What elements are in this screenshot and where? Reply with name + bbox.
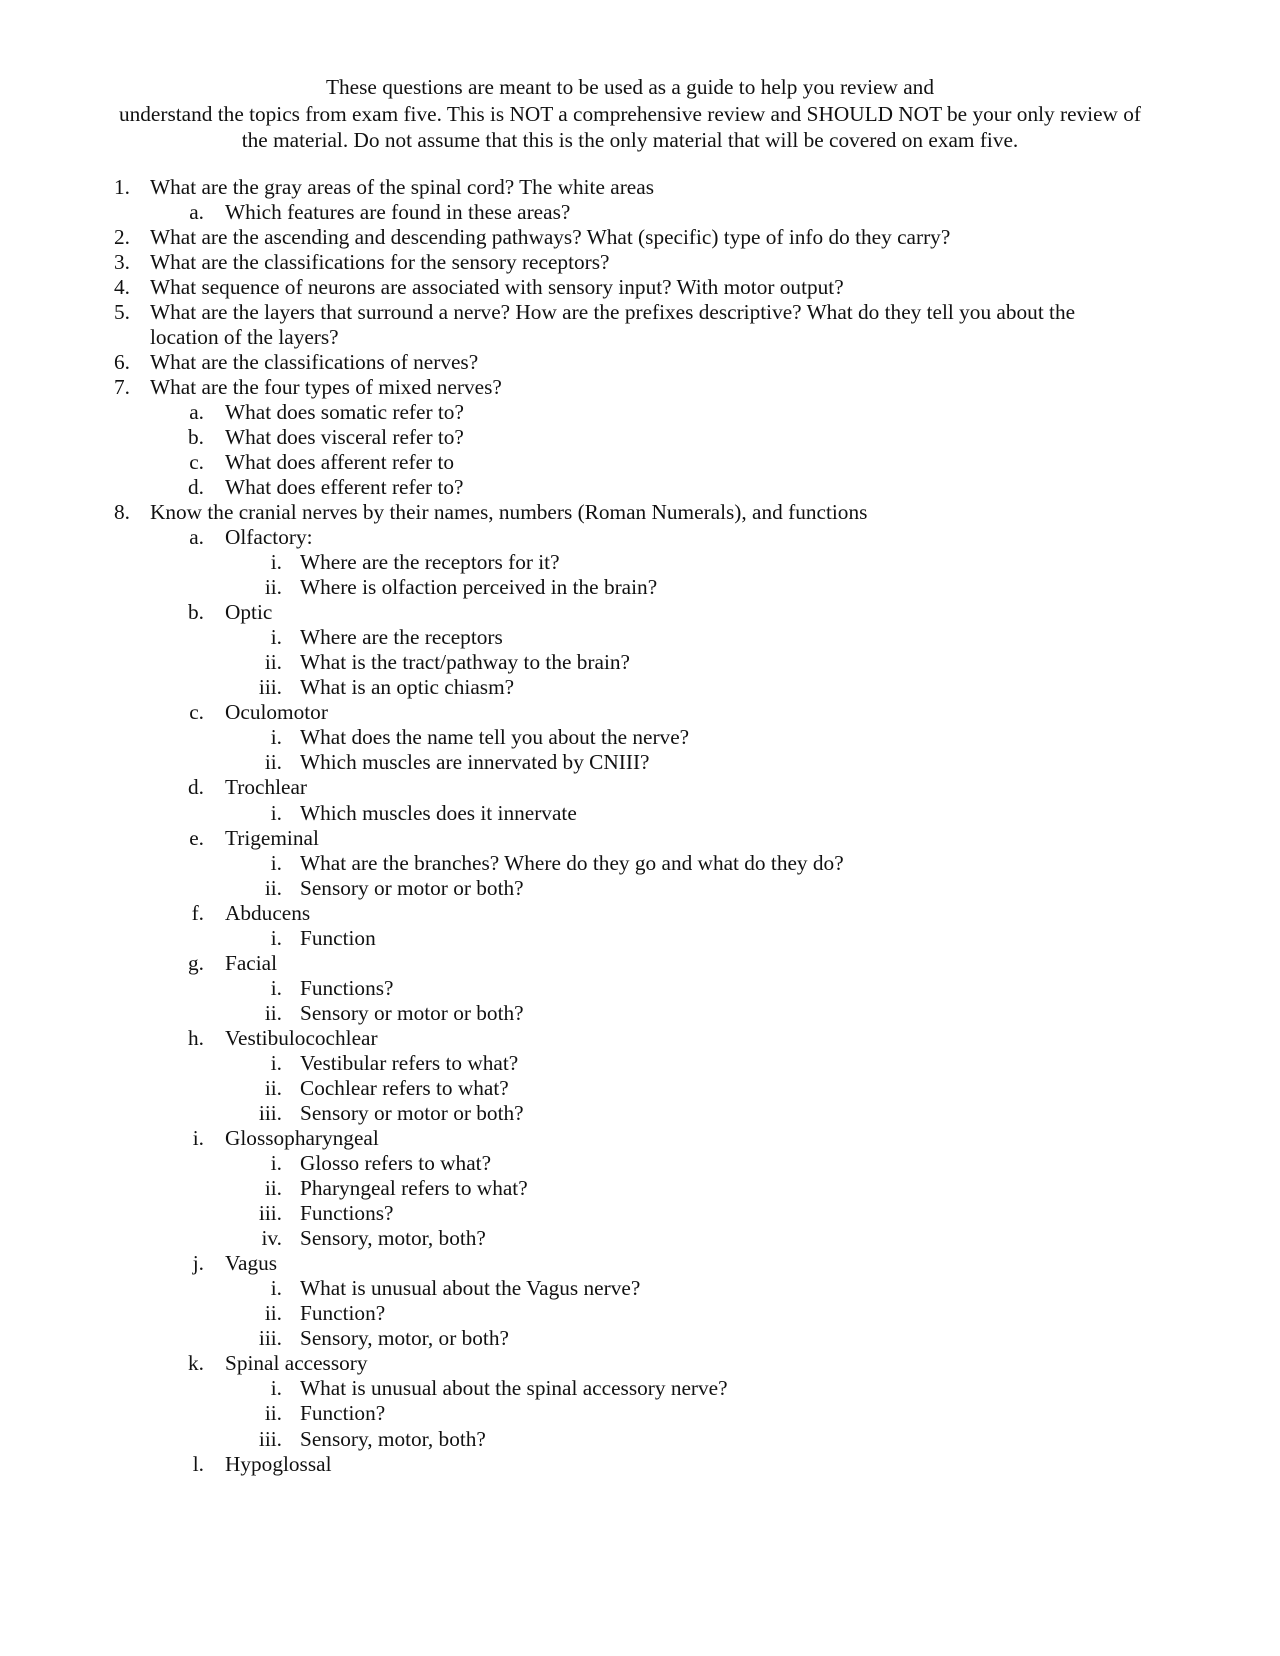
item-text: What are the classifications of nerves? [150,349,479,374]
item-text: Function? [300,1301,386,1326]
item-text: Where are the receptors [300,625,503,650]
outline-item-level-3 [0,1400,1280,1427]
item-text: Function? [300,1401,386,1426]
item-marker: 3. [114,249,130,274]
item-marker: l. [192,1451,204,1476]
item-text: Sensory or motor or both? [300,875,524,900]
item-marker: iii. [258,1100,282,1125]
item-text: Vestibular refers to what? [300,1050,519,1075]
item-text: Glosso refers to what? [300,1151,492,1176]
item-marker: h. [188,1025,204,1050]
item-marker: a. [189,399,204,424]
item-marker: ii. [264,750,282,775]
item-marker: ii. [264,1075,282,1100]
item-marker: iii. [258,1201,282,1226]
item-text: What are the four types of mixed nerves? [150,374,502,399]
item-text: What is unusual about the spinal accessory nerve? [300,1376,728,1401]
item-text: location of the layers? [150,324,339,349]
outline-item-level-1 [0,224,1280,251]
outline-item-level-1 [0,374,1280,401]
outline-item-level-3 [0,624,1280,651]
item-marker: 1. [114,174,130,199]
outline-item-level-3 [0,749,1280,776]
item-text: What are the ascending and descending pathways? What (specific) type of info do they carry? [150,224,951,249]
item-text: Olfactory: [225,525,313,550]
item-marker: i. [192,1126,204,1151]
item-marker: 6. [114,349,130,374]
item-marker: i. [270,1151,282,1176]
item-text: What does somatic refer to? [225,399,464,424]
item-marker: ii. [264,1176,282,1201]
item-marker: 7. [114,374,130,399]
item-marker: i. [270,975,282,1000]
outline-item-level-1 [0,174,1280,201]
item-text: Functions? [300,975,394,1000]
outline-item-level-2 [0,1125,1280,1152]
item-marker: f. [191,900,204,925]
item-text: Sensory or motor or both? [300,1100,524,1125]
outline-item-level-3 [0,1100,1280,1127]
item-marker: i. [270,800,282,825]
item-marker: ii. [264,650,282,675]
item-text: Where are the receptors for it? [300,550,560,575]
item-text: Optic [225,600,273,625]
item-marker: i. [270,1050,282,1075]
outline-item-level-1 [0,249,1280,276]
item-text: What are the layers that surround a nerve? How are the prefixes descriptive? What do they tell you about the [150,299,1076,324]
item-marker: i. [270,550,282,575]
outline-item-level-3 [0,724,1280,751]
item-text: What sequence of neurons are associated with sensory input? With motor output? [150,274,844,299]
item-text: What are the gray areas of the spinal cord? The white areas [150,174,654,199]
item-marker: i. [270,625,282,650]
outline-item-level-3 [0,1050,1280,1077]
item-marker: c. [189,449,204,474]
item-marker: 5. [114,299,130,324]
outline-item-level-1 [0,299,1280,326]
item-text: Sensory, motor, both? [300,1226,486,1251]
item-text: Glossopharyngeal [225,1126,379,1151]
outline-item-level-3 [0,1175,1280,1202]
outline-item-level-3 [0,1150,1280,1177]
item-marker: 8. [114,500,130,525]
item-text: Abducens [225,900,311,925]
item-text: Cochlear refers to what? [300,1075,509,1100]
item-marker: i. [270,925,282,950]
item-marker: iii. [258,1426,282,1451]
item-marker: ii. [264,575,282,600]
item-text: What does efferent refer to? [225,474,464,499]
item-text: Where is olfaction perceived in the brain? [300,575,658,600]
item-marker: iii. [258,1326,282,1351]
item-marker: k. [188,1351,204,1376]
item-text: What is unusual about the Vagus nerve? [300,1276,641,1301]
item-text: Facial [225,950,278,975]
item-text: Sensory, motor, or both? [300,1326,509,1351]
item-text: Functions? [300,1201,394,1226]
outline-item-level-2 [0,1451,1280,1478]
item-text: Trigeminal [225,825,319,850]
outline-item-level-2 [0,825,1280,852]
item-marker: iv. [261,1226,282,1251]
outline-item-level-1 [0,499,1280,526]
item-marker: ii. [264,1301,282,1326]
item-text: Function [300,925,376,950]
item-text: Pharyngeal refers to what? [300,1176,528,1201]
item-marker: ii. [264,1000,282,1025]
outline-item-level-3 [0,1275,1280,1302]
intro-line: These questions are meant to be used as a guide to help you review and [326,75,934,99]
item-marker: a. [189,199,204,224]
item-text: Sensory or motor or both? [300,1000,524,1025]
item-marker: ii. [264,1401,282,1426]
item-text: What does visceral refer to? [225,424,464,449]
item-marker: iii. [258,675,282,700]
outline-item-level-1 [0,349,1280,376]
item-marker: j. [192,1251,204,1276]
item-marker: b. [188,424,204,449]
item-marker: ii. [264,875,282,900]
item-text: Which muscles are innervated by CNIII? [300,750,650,775]
item-text: Sensory, motor, both? [300,1426,486,1451]
item-marker: d. [188,775,204,800]
outline-item-level-2 [0,424,1280,451]
outline-item-level-3 [0,574,1280,601]
item-marker: g. [188,950,204,975]
item-text: Which features are found in these areas? [225,199,571,224]
intro-paragraph [60,74,1200,154]
item-text: What does afferent refer to [225,449,455,474]
outline-item-level-3 [0,649,1280,676]
item-text: What are the branches? Where do they go and what do they do? [300,850,844,875]
outline-item-level-2 [0,599,1280,626]
outline-item-level-2 [0,774,1280,801]
item-text: Spinal accessory [225,1351,368,1376]
item-marker: i. [270,850,282,875]
outline-item-level-2 [0,1250,1280,1277]
intro-line: understand the topics from exam five. This is NOT a comprehensive review and SHOULD NOT be your only review of [118,101,1141,126]
item-marker: 4. [114,274,130,299]
outline-item-level-2 [0,399,1280,426]
item-marker: b. [188,600,204,625]
outline-item-level-2 [0,1025,1280,1052]
outline-item-level-2 [0,524,1280,551]
item-text: What is the tract/pathway to the brain? [300,650,630,675]
outline-item-level-3 [0,1200,1280,1227]
outline-item-level-3 [0,875,1280,902]
outline-item-level-3 [0,1325,1280,1352]
outline-item-level-3 [0,1426,1280,1453]
item-marker: e. [189,825,204,850]
item-text: What is an optic chiasm? [300,675,515,700]
item-text: What are the classifications for the sensory receptors? [150,249,610,274]
outline-item-level-3 [0,850,1280,877]
item-text: Hypoglossal [225,1451,332,1476]
outline-item-level-2 [0,900,1280,927]
outline-item-level-2 [0,474,1280,501]
item-marker: d. [188,474,204,499]
item-marker: a. [189,525,204,550]
item-text: What does the name tell you about the nerve? [300,725,690,750]
outline-item-level-3 [0,800,1280,827]
outline-item-level-2 [0,1350,1280,1377]
outline-item-level-1 [0,324,1280,351]
item-marker: c. [189,700,204,725]
item-text: Know the cranial nerves by their names, numbers (Roman Numerals), and functions [150,500,868,525]
item-marker: i. [270,725,282,750]
outline-item-level-1 [0,274,1280,301]
outline-item-level-2 [0,950,1280,977]
outline-item-level-3 [0,1375,1280,1402]
outline-item-level-3 [0,925,1280,952]
item-text: Vestibulocochlear [225,1025,378,1050]
outline-item-level-3 [0,549,1280,576]
item-text: Which muscles does it innervate [300,800,577,825]
intro-line: the material. Do not assume that this is the only material that will be covered on exam five. [241,128,1019,152]
outline-item-level-3 [0,674,1280,701]
outline-item-level-3 [0,975,1280,1002]
item-marker: i. [270,1376,282,1401]
outline-item-level-3 [0,1000,1280,1027]
item-text: Trochlear [225,775,308,800]
outline-item-level-3 [0,1075,1280,1102]
outline-item-level-3 [0,1225,1280,1252]
outline-item-level-2 [0,449,1280,476]
item-text: Oculomotor [225,700,328,725]
item-marker: 2. [114,224,130,249]
item-text: Vagus [225,1251,278,1276]
outline-item-level-2 [0,699,1280,726]
outline-item-level-3 [0,1300,1280,1327]
outline-item-level-2 [0,199,1280,226]
item-marker: i. [270,1276,282,1301]
